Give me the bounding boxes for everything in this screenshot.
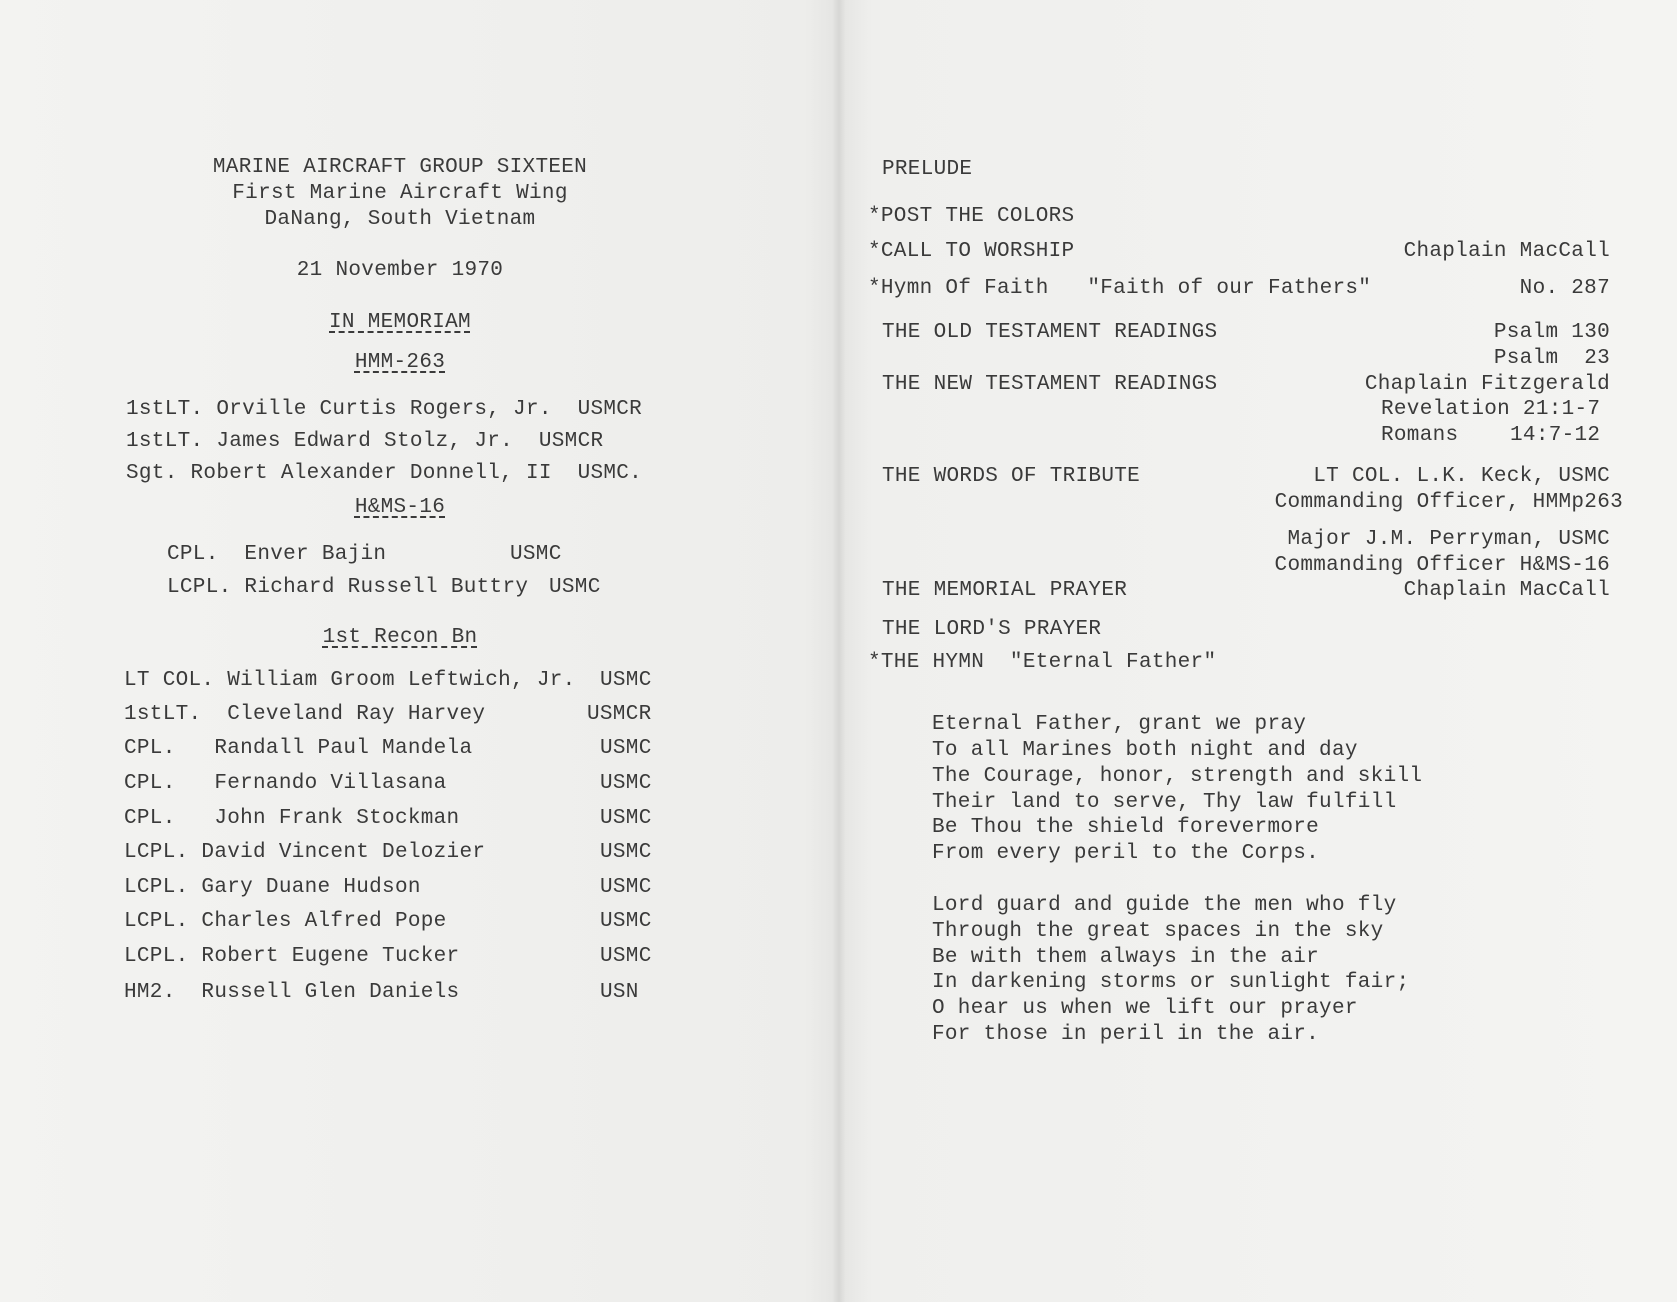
recon-member-name: LT COL. William Groom Leftwich, Jr. (124, 669, 576, 692)
hmm-263-member: Sgt. Robert Alexander Donnell, II USMC. (126, 462, 643, 485)
prelude: PRELUDE (882, 158, 973, 181)
post-the-colors: *POST THE COLORS (868, 205, 1075, 228)
recon-bn-heading: 1st Recon Bn (322, 626, 478, 649)
tribute-speaker-title: Commanding Officer H&MS-16 (1274, 554, 1610, 577)
recon-member-branch: USMC (600, 807, 652, 830)
hms-16-member-branch: USMC (549, 576, 601, 599)
recon-member-name: CPL. John Frank Stockman (124, 807, 460, 830)
recon-member-name: 1stLT. Cleveland Ray Harvey (124, 703, 486, 726)
wing-name: First Marine Aircraft Wing (232, 182, 568, 205)
memorial-prayer: THE MEMORIAL PRAYER (882, 579, 1128, 602)
hymn-verse-line: Through the great spaces in the sky (932, 920, 1384, 943)
recon-member-branch: USMC (600, 910, 652, 933)
hms-16-member-name: LCPL. Richard Russell Buttry (167, 576, 529, 599)
tribute-speaker: Major J.M. Perryman, USMC (1287, 528, 1610, 551)
nt-reference: Revelation 21:1-7 (1381, 398, 1601, 421)
ot-reference: Psalm 23 (1493, 347, 1610, 370)
recon-member-name: LCPL. Gary Duane Hudson (124, 876, 421, 899)
hymn-verse-line: Be with them always in the air (932, 946, 1320, 969)
hymn-verse-line: Eternal Father, grant we pray (932, 713, 1307, 736)
hymn-verse-line: From every peril to the Corps. (932, 842, 1320, 865)
nt-officiant: Chaplain Fitzgerald (1364, 373, 1610, 396)
hms-16-member-name: CPL. Enver Bajin (167, 543, 387, 566)
recon-member-name: CPL. Fernando Villasana (124, 772, 447, 795)
recon-member-name: LCPL. Charles Alfred Pope (124, 910, 447, 933)
tribute-speaker-title: Commanding Officer, HMMp263 (1274, 491, 1623, 514)
hymn-verse-line: Their land to serve, Thy law fulfill (932, 791, 1397, 814)
recon-member-name: CPL. Randall Paul Mandela (124, 737, 473, 760)
nt-reference: Romans 14:7-12 (1381, 424, 1601, 447)
recon-member-name: HM2. Russell Glen Daniels (124, 981, 460, 1004)
service-date: 21 November 1970 (296, 259, 504, 282)
hmm-263-member: 1stLT. Orville Curtis Rogers, Jr. USMCR (126, 398, 643, 421)
recon-member-branch: USMC (600, 669, 652, 692)
hymn-verse-line: Lord guard and guide the men who fly (932, 894, 1397, 917)
ot-reference: Psalm 130 (1493, 321, 1610, 344)
hymn-number: No. 287 (1519, 277, 1610, 300)
recon-member-branch: USN (600, 981, 639, 1004)
in-memoriam-title: IN MEMORIAM (329, 311, 471, 334)
hymn-verse-line: In darkening storms or sunlight fair; (932, 971, 1410, 994)
memorial-prayer-officiant: Chaplain MacCall (1403, 579, 1610, 602)
recon-member-branch: USMC (600, 841, 652, 864)
hymn-verse-line: For those in peril in the air. (932, 1023, 1320, 1046)
recon-member-branch: USMC (600, 737, 652, 760)
recon-member-name: LCPL. Robert Eugene Tucker (124, 945, 460, 968)
words-of-tribute: THE WORDS OF TRIBUTE (882, 465, 1141, 488)
call-to-worship: *CALL TO WORSHIP (868, 240, 1075, 263)
hms-16-member-branch: USMC (510, 543, 562, 566)
recon-member-branch: USMCR (587, 703, 652, 726)
hymn-verse-line: O hear us when we lift our prayer (932, 997, 1358, 1020)
lords-prayer: THE LORD'S PRAYER (882, 618, 1102, 641)
hms-16-heading: H&MS-16 (354, 496, 446, 519)
old-testament-readings: THE OLD TESTAMENT READINGS (882, 321, 1218, 344)
hymn-verse-line: Be Thou the shield forevermore (932, 816, 1320, 839)
org-name: MARINE AIRCRAFT GROUP SIXTEEN (212, 156, 588, 179)
recon-member-branch: USMC (600, 772, 652, 795)
recon-member-branch: USMC (600, 876, 652, 899)
call-to-worship-officiant: Chaplain MacCall (1403, 240, 1610, 263)
hymn-verse-line: To all Marines both night and day (932, 739, 1358, 762)
recon-member-branch: USMC (600, 945, 652, 968)
hmm-263-heading: HMM-263 (354, 351, 446, 374)
page-fold (832, 0, 846, 1302)
hmm-263-member: 1stLT. James Edward Stolz, Jr. USMCR (126, 430, 604, 453)
closing-hymn: *THE HYMN "Eternal Father" (868, 651, 1217, 674)
hymn-verse-line: The Courage, honor, strength and skill (932, 765, 1423, 788)
hymn-of-faith: *Hymn Of Faith "Faith of our Fathers" (868, 277, 1372, 300)
location: DaNang, South Vietnam (264, 208, 536, 231)
tribute-speaker: LT COL. L.K. Keck, USMC (1313, 465, 1610, 488)
new-testament-readings: THE NEW TESTAMENT READINGS (882, 373, 1218, 396)
recon-member-name: LCPL. David Vincent Delozier (124, 841, 486, 864)
